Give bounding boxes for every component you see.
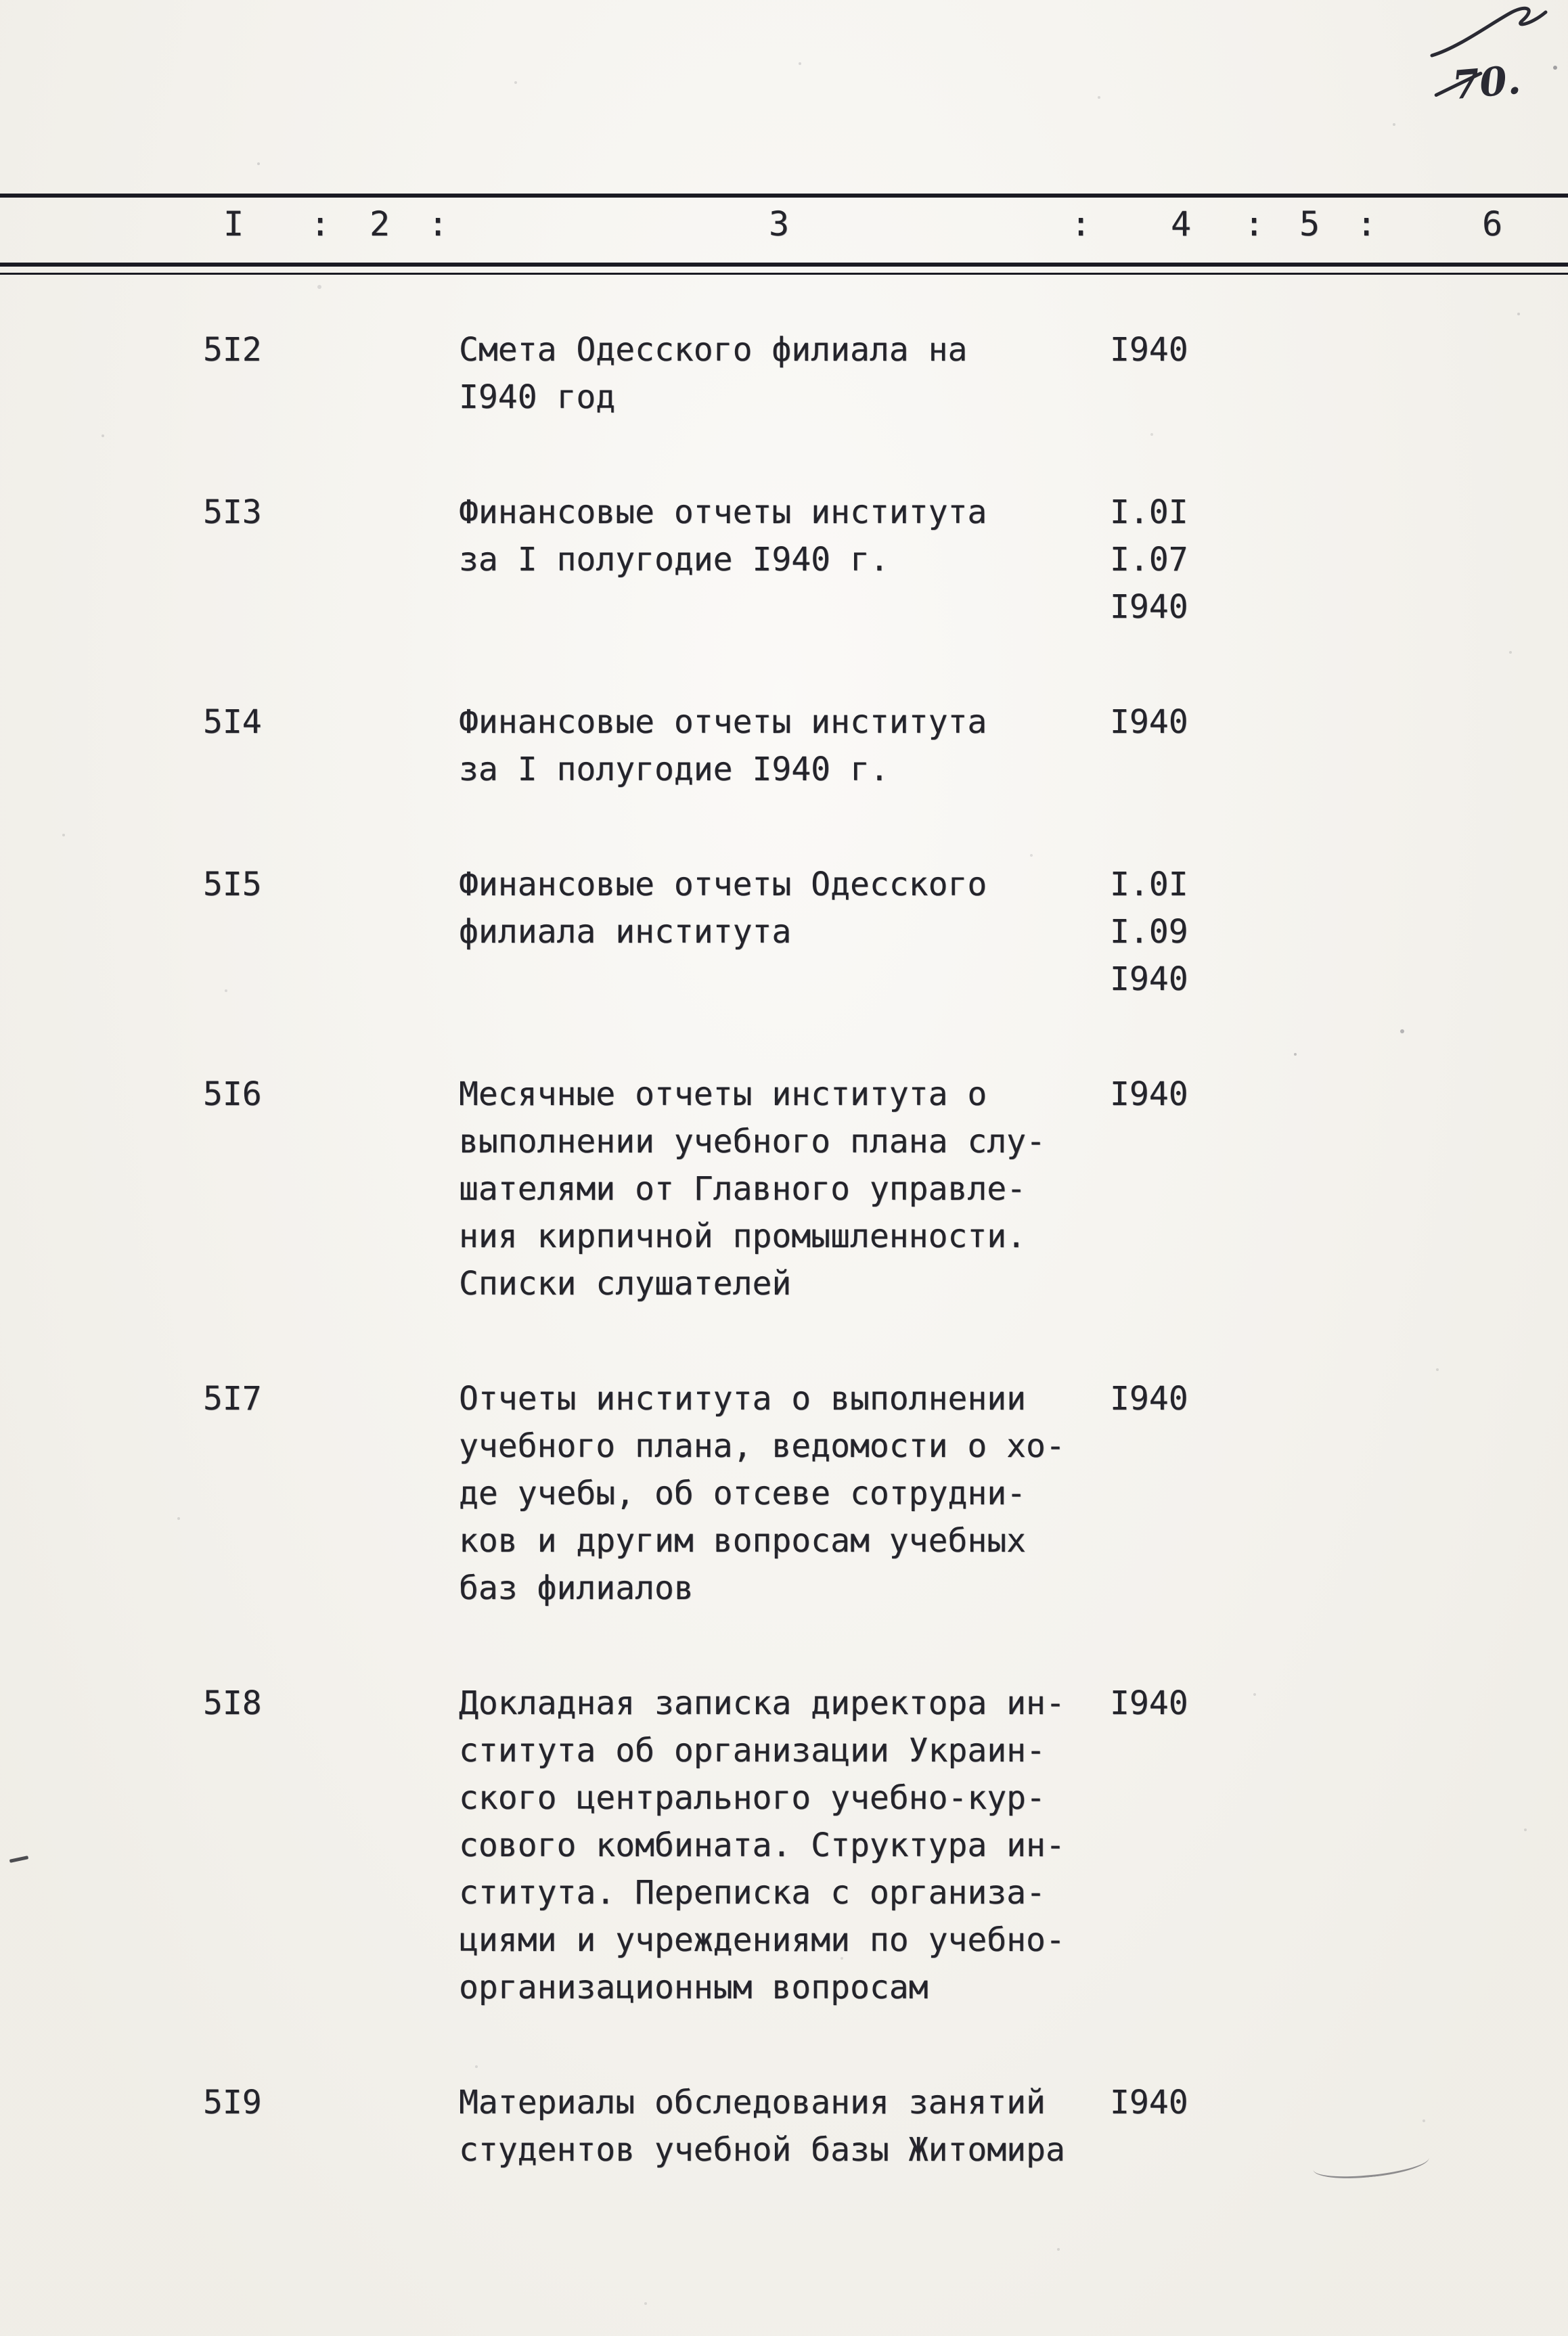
- top-rule: [0, 194, 1568, 198]
- header-separator: :: [428, 204, 449, 244]
- entry-number: 5I9: [203, 2084, 262, 2121]
- column-header-4: 4: [1171, 204, 1192, 244]
- ledger-entries: [0, 326, 1568, 2241]
- ledger-row: [203, 698, 1568, 793]
- header-separator: :: [1356, 204, 1377, 244]
- entry-number: 5I7: [203, 1380, 262, 1418]
- header-rule-thick: [0, 263, 1568, 267]
- entry-description: Месячные отчеты института о выполнении учебного плана слу- шателями от Главного управле- ния кирпичной промышленности. Списки слушателей: [459, 1075, 1046, 1303]
- entry-description: Финансовые отчеты института за I полугодие I940 г.: [459, 493, 987, 579]
- entry-description: Материалы обследования занятий студентов учебной базы Житомира: [459, 2084, 1065, 2169]
- entry-description: Смета Одесского филиала на I940 год: [459, 331, 968, 416]
- ledger-row: [203, 861, 1568, 1003]
- header-separator: :: [310, 204, 331, 244]
- column-header-1: I: [223, 204, 244, 244]
- entry-description: Докладная записка директора ин- ститута об организации Украин- ского центрального учебно-кур- сового комбината. Структура ин- ститута. Переписка с организа- циями и учреждениями по учебно- организационным вопросам: [459, 1684, 1065, 2006]
- entry-dates: I940: [1110, 1075, 1188, 1113]
- entry-number: 5I2: [203, 331, 262, 369]
- column-header-6: 6: [1482, 204, 1503, 244]
- ledger-row: [203, 326, 1568, 421]
- entry-description: Финансовые отчеты института за I полугодие I940 г.: [459, 703, 987, 788]
- ledger-row: [203, 2079, 1568, 2174]
- scan-speck-layer: [0, 0, 3, 3]
- ledger-row: [203, 1375, 1568, 1612]
- entry-dates: I940: [1110, 1684, 1188, 1722]
- entry-number: 5I6: [203, 1075, 262, 1113]
- entry-dates: I.0I I.07 I940: [1110, 493, 1188, 626]
- entry-description: Финансовые отчеты Одесского филиала института: [459, 866, 987, 951]
- entry-number: 5I3: [203, 493, 262, 531]
- page-number: 70.: [1450, 56, 1523, 109]
- header-separator: :: [1244, 204, 1265, 244]
- column-header-3: 3: [769, 204, 790, 244]
- ledger-row: [203, 489, 1568, 631]
- entry-dates: I.0I I.09 I940: [1110, 866, 1188, 998]
- entry-dates: I940: [1110, 1380, 1188, 1418]
- column-header-2: 2: [369, 204, 390, 244]
- ledger-row: [203, 1680, 1568, 2011]
- header-rule-thin: [0, 273, 1568, 275]
- entry-dates: I940: [1110, 2084, 1188, 2121]
- entry-number: 5I5: [203, 866, 262, 903]
- column-header-5: 5: [1299, 204, 1320, 244]
- entry-number: 5I8: [203, 1684, 262, 1722]
- header-separator: :: [1071, 204, 1092, 244]
- entry-number: 5I4: [203, 703, 262, 741]
- entry-dates: I940: [1110, 703, 1188, 741]
- ledger-row: [203, 1071, 1568, 1307]
- entry-dates: I940: [1110, 331, 1188, 369]
- entry-description: Отчеты института о выполнении учебного плана, ведомости о хо- де учебы, об отсеве сотрудни- ков и другим вопросам учебных баз филиалов: [459, 1380, 1065, 1607]
- handwritten-flourish: [1427, 1, 1562, 64]
